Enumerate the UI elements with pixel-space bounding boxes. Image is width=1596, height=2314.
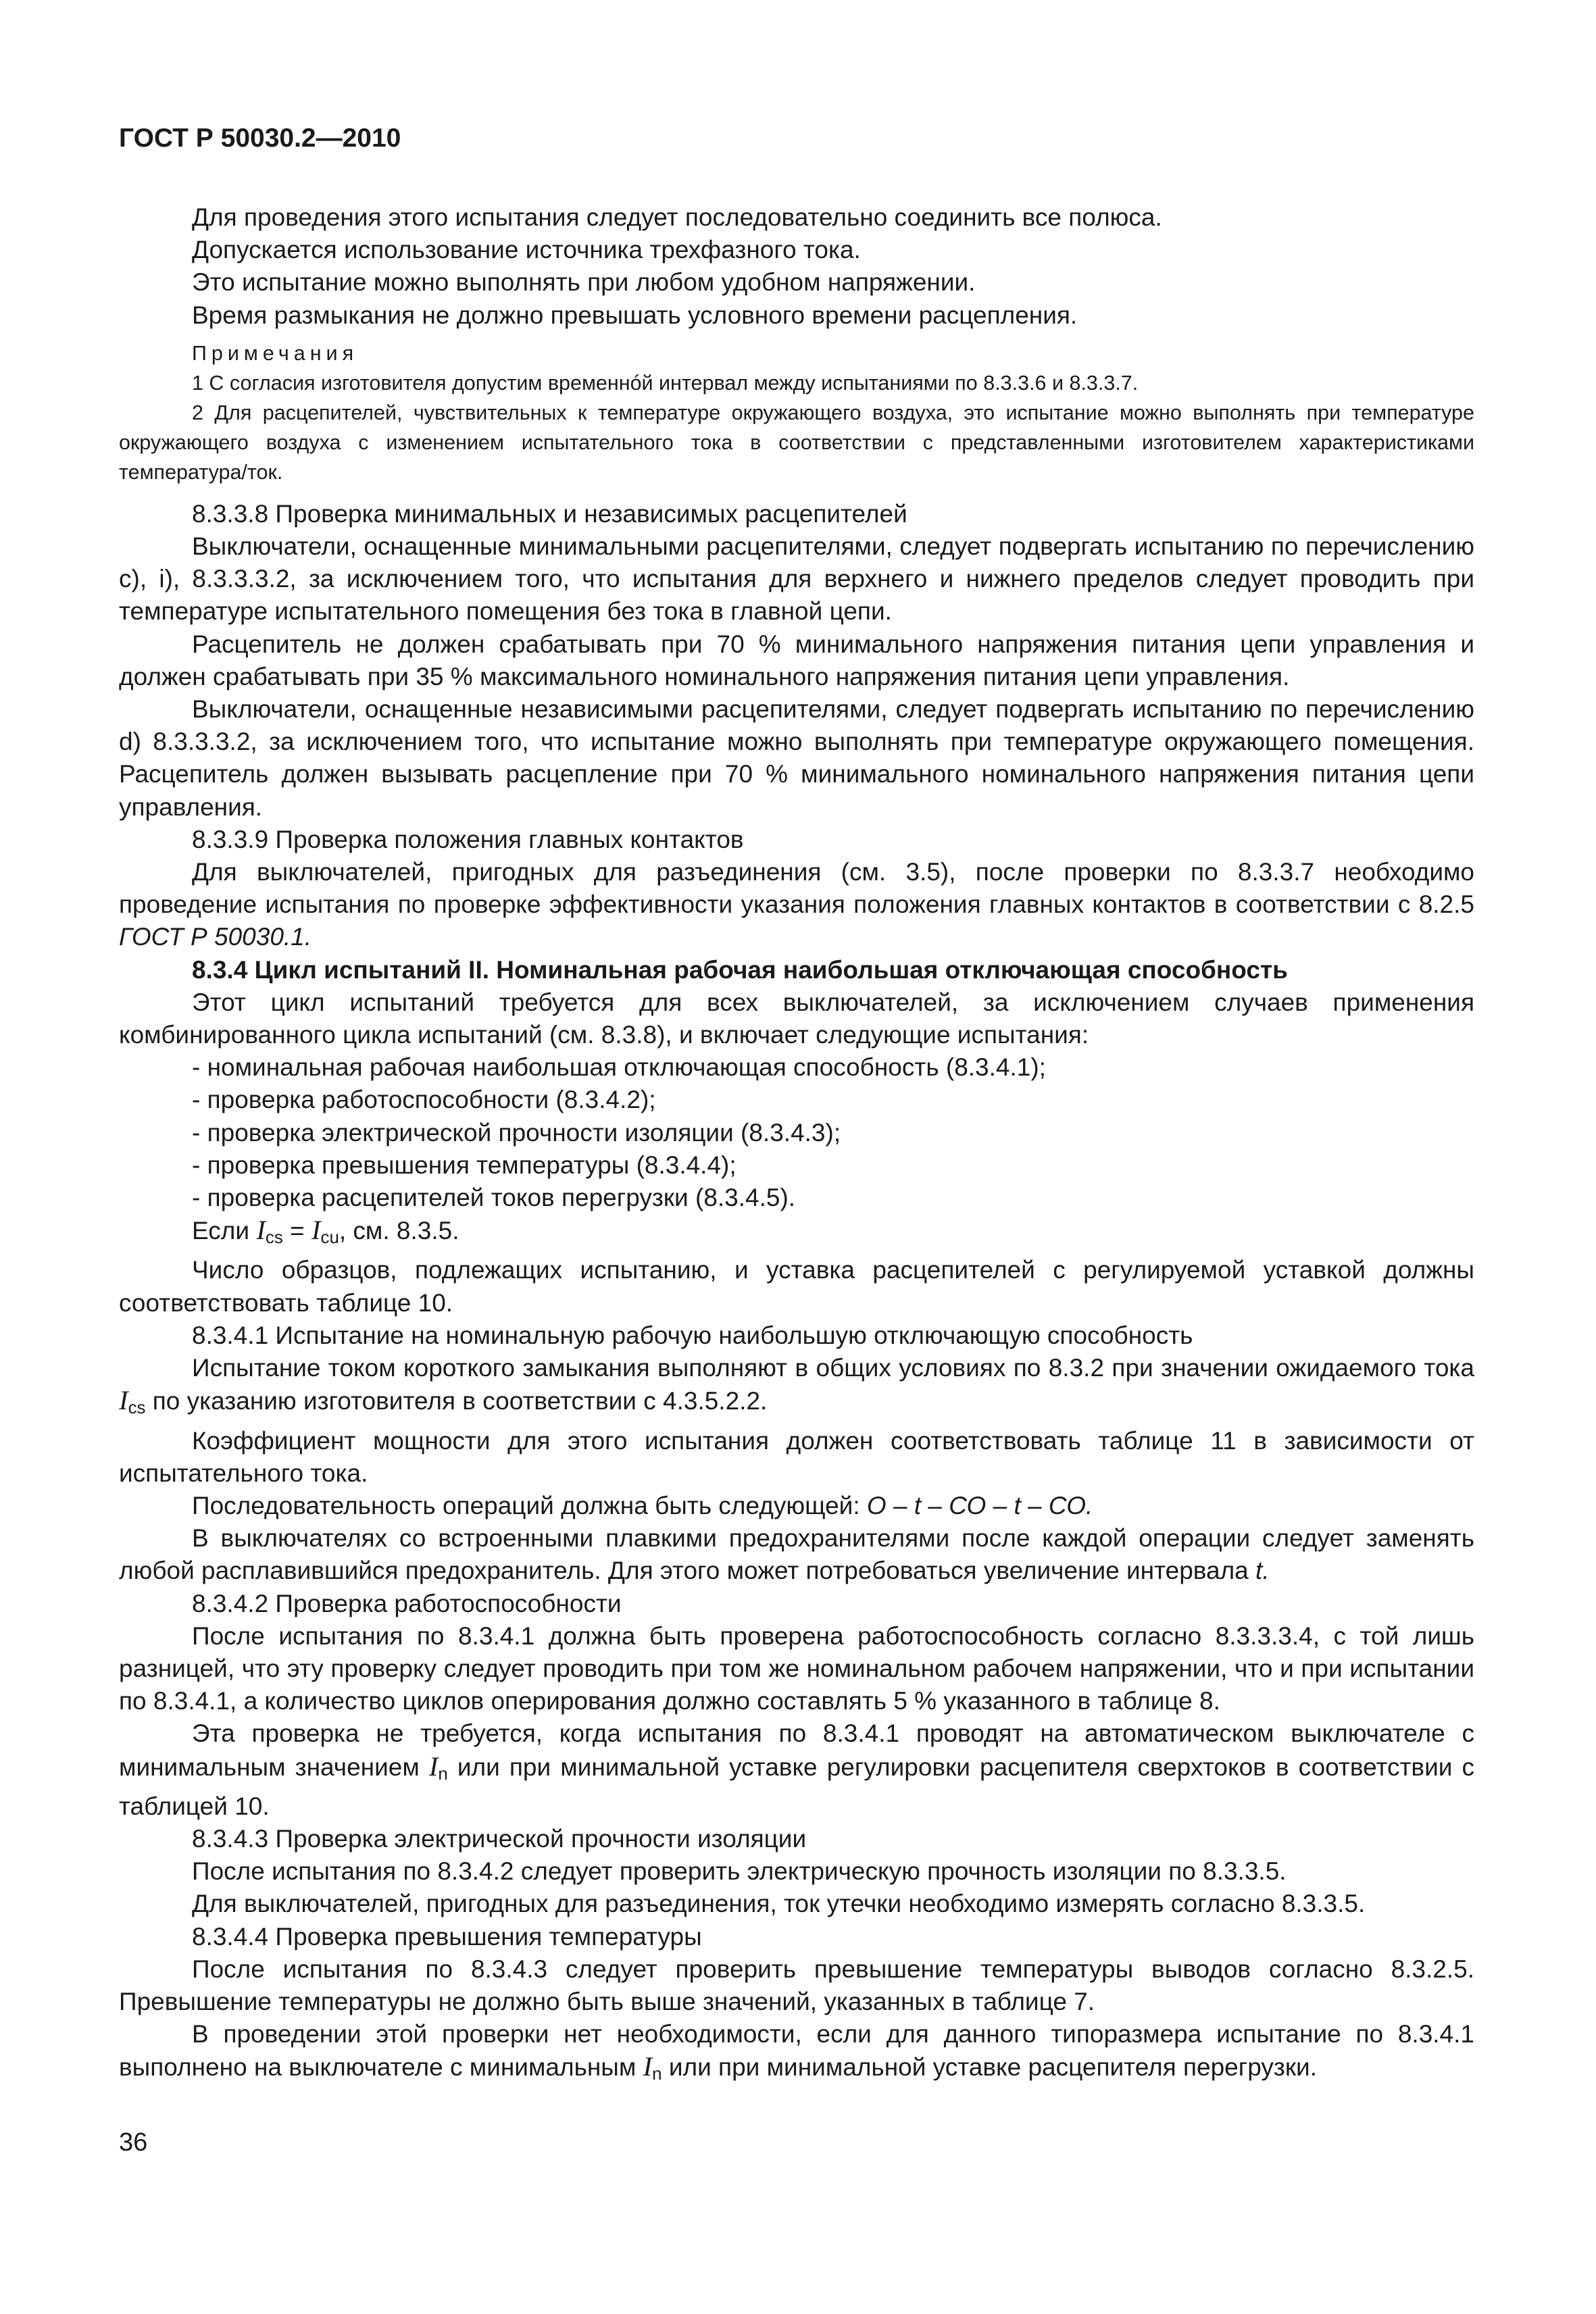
- page-number: 36: [119, 2128, 148, 2157]
- paragraph-intro-4: Время размыкания не должно превышать условного времени расцепления.: [192, 301, 1078, 329]
- section-8343-title: 8.3.4.3 Проверка электрической прочности изоляции: [192, 1824, 807, 1853]
- subscript-n: n: [438, 1764, 448, 1784]
- subscript-cu: cu: [320, 1228, 339, 1248]
- section-8341-paragraph-2: Коэффициент мощности для этого испытания должен соответствовать таблице 11 в зависимости от испытательного тока.: [119, 1426, 1474, 1487]
- current-symbol: I: [119, 1385, 128, 1416]
- test-list-item-4: - проверка превышения температуры (8.3.4.4);: [192, 1151, 737, 1179]
- section-8341-text-c: В выключателях со встроенными плавкими предохранителями после каждой операции следует заменять любой расплавившийся предохранитель. Для этого может потребоваться увеличение интервала: [119, 1524, 1474, 1585]
- section-8338-paragraph-3: Выключатели, оснащенные независимыми расцепителями, следует подвергать испытанию по перечислению d) 8.3.3.3.2, за исключением того, что испытание можно выполнять при температуре окружающего помещения. Расцепитель должен вызывать расцепление при 70 % минимального номинального напряжения питания цепи управления.: [119, 695, 1474, 821]
- section-8338-paragraph-1: Выключатели, оснащенные минимальными расцепителями, следует подвергать испытанию по перечислению с), i), 8.3.3.3.2, за исключением того, что испытания для верхнего и нижнего пределов следует проводить при температуре испытательного помещения без тока в главной цепи.: [119, 532, 1474, 626]
- section-8339-title: 8.3.3.9 Проверка положения главных контактов: [192, 825, 744, 853]
- note-2: 2 Для расцепителей, чувствительных к температуре окружающего воздуха, это испытание можно выполнять при температуре окружающего воздуха с изменением испытательного тока в соответствии с представленными изготовителем характеристиками температура/ток.: [119, 401, 1474, 484]
- paragraph-intro-2: Допускается использование источника трехфазного тока.: [192, 236, 861, 264]
- section-8341-paragraph-3: [119, 1490, 1474, 1522]
- section-834-paragraph-1: Этот цикл испытаний требуется для всех выключателей, за исключением случаев применения комбинированного цикла испытаний (см. 8.3.8), и включает следующие испытания:: [119, 988, 1474, 1049]
- section-8343-paragraph-2: Для выключателей, пригодных для разъединения, ток утечки необходимо измерять согласно 8.3.3.5.: [192, 1890, 1366, 1918]
- equals-sign: =: [282, 1217, 311, 1245]
- section-8341-title: 8.3.4.1 Испытание на номинальную рабочую наибольшую отключающую способность: [192, 1321, 1193, 1349]
- subscript-cs: cs: [265, 1228, 283, 1248]
- section-8341-paragraph-4: [119, 1522, 1474, 1587]
- section-8344-paragraph-2: [119, 2018, 1474, 2090]
- current-symbol: I: [256, 1215, 266, 1246]
- section-8344-text-a: В проведении этой проверки нет необходимости, если для данного типоразмера испытание по 8.3.4.1 выполнено на выключателе с минимальным: [119, 2020, 1474, 2082]
- notes-title: Примечания: [192, 341, 359, 365]
- paragraph-intro-3: Это испытание можно выполнять при любом удобном напряжении.: [192, 268, 976, 297]
- section-8341-text-b: по указанию изготовителя в соответствии с 4.3.5.2.2.: [145, 1387, 768, 1415]
- operation-sequence-label: Последовательность операций должна быть следующей:: [192, 1491, 867, 1519]
- section-834-condition: [119, 1214, 1474, 1254]
- section-8342-paragraph-2: [119, 1717, 1474, 1823]
- notes-block: [119, 338, 1474, 487]
- document-header: ГОСТ Р 50030.2—2010: [119, 124, 401, 153]
- section-834-title: 8.3.4 Цикл испытаний II. Номинальная рабочая наибольшая отключающая способность: [192, 955, 1288, 984]
- test-list-item-2: - проверка работоспособности (8.3.4.2);: [192, 1086, 656, 1114]
- subscript-cs: cs: [128, 1399, 146, 1418]
- test-list-item-1: - номинальная рабочая наибольшая отключающая способность (8.3.4.1);: [192, 1053, 1046, 1082]
- section-8341-paragraph-1: [119, 1352, 1474, 1424]
- section-8342-text-b: или при минимальной уставке регулировки расцепителя сверхтоков в соответствии с таблицей 10.: [119, 1753, 1474, 1820]
- condition-suffix: , см. 8.3.5.: [339, 1217, 459, 1245]
- section-8342-text-a: Эта проверка не требуется, когда испытания по 8.3.4.1 проводят на автоматическом выключателе с минимальным значением: [119, 1719, 1474, 1781]
- test-list-item-3: - проверка электрической прочности изоляции (8.3.4.3);: [192, 1118, 841, 1147]
- section-8344-title: 8.3.4.4 Проверка превышения температуры: [192, 1922, 702, 1951]
- operation-sequence: О – t – СО – t – СО.: [866, 1491, 1093, 1519]
- section-8342-title: 8.3.4.2 Проверка работоспособности: [192, 1589, 622, 1617]
- section-834-paragraph-2: Число образцов, подлежащих испытанию, и уставка расцепителей с регулируемой уставкой должны соответствовать таблице 10.: [119, 1256, 1474, 1317]
- section-8341-text-a: Испытание током короткого замыкания выполняют в общих условиях по 8.3.2 при значении ожидаемого тока: [192, 1354, 1474, 1382]
- section-8339-text: Для выключателей, пригодных для разъединения (см. 3.5), после проверки по 8.3.3.7 необходимо проведение испытания по проверке эффективности указания положения главных контактов в соответствии с 8.2.5: [119, 858, 1474, 919]
- section-8338-paragraph-2: Расцепитель не должен срабатывать при 70 % минимального напряжения питания цепи управления и должен срабатывать при 35 % максимального номинального напряжения питания цепи управления.: [119, 630, 1474, 690]
- condition-prefix: Если: [192, 1217, 257, 1245]
- current-symbol: I: [311, 1215, 321, 1246]
- section-8339-paragraph-1: [119, 856, 1474, 954]
- test-list-item-5: - проверка расцепителей токов перегрузки (8.3.4.5).: [192, 1184, 796, 1212]
- interval-symbol: t.: [1255, 1557, 1270, 1585]
- section-8343-paragraph-1: После испытания по 8.3.4.2 следует проверить электрическую прочность изоляции по 8.3.3.5.: [192, 1857, 1287, 1886]
- section-8342-paragraph-1: После испытания по 8.3.4.1 должна быть проверена работоспособность согласно 8.3.3.3.4, с той лишь разницей, что эту проверку следует проводить при том же номинальном рабочем напряжении, что и при испытании по 8.3.4.1, а количество циклов оперирования должно составлять 5 % указанного в таблице 8.: [119, 1621, 1474, 1715]
- standard-reference: ГОСТ Р 50030.1.: [119, 923, 312, 951]
- current-symbol: I: [643, 2051, 653, 2082]
- section-8338-title: 8.3.3.8 Проверка минимальных и независимых расцепителей: [192, 499, 907, 528]
- document-body: [119, 201, 1474, 2091]
- current-symbol: I: [428, 1751, 439, 1782]
- note-1: 1 С согласия изготовителя допустим временнóй интервал между испытаниями по 8.3.3.6 и 8.3.3.7.: [192, 371, 1139, 395]
- subscript-n: n: [652, 2065, 662, 2084]
- section-8344-text-b: или при минимальной уставке расцепителя перегрузки.: [662, 2053, 1317, 2082]
- paragraph-intro-1: Для проведения этого испытания следует последовательно соединить все полюса.: [192, 203, 1162, 231]
- section-8344-paragraph-1: После испытания по 8.3.4.3 следует проверить превышение температуры выводов согласно 8.3.2.5. Превышение температуры не должно быть выше значений, указанных в таблице 7.: [119, 1955, 1474, 2015]
